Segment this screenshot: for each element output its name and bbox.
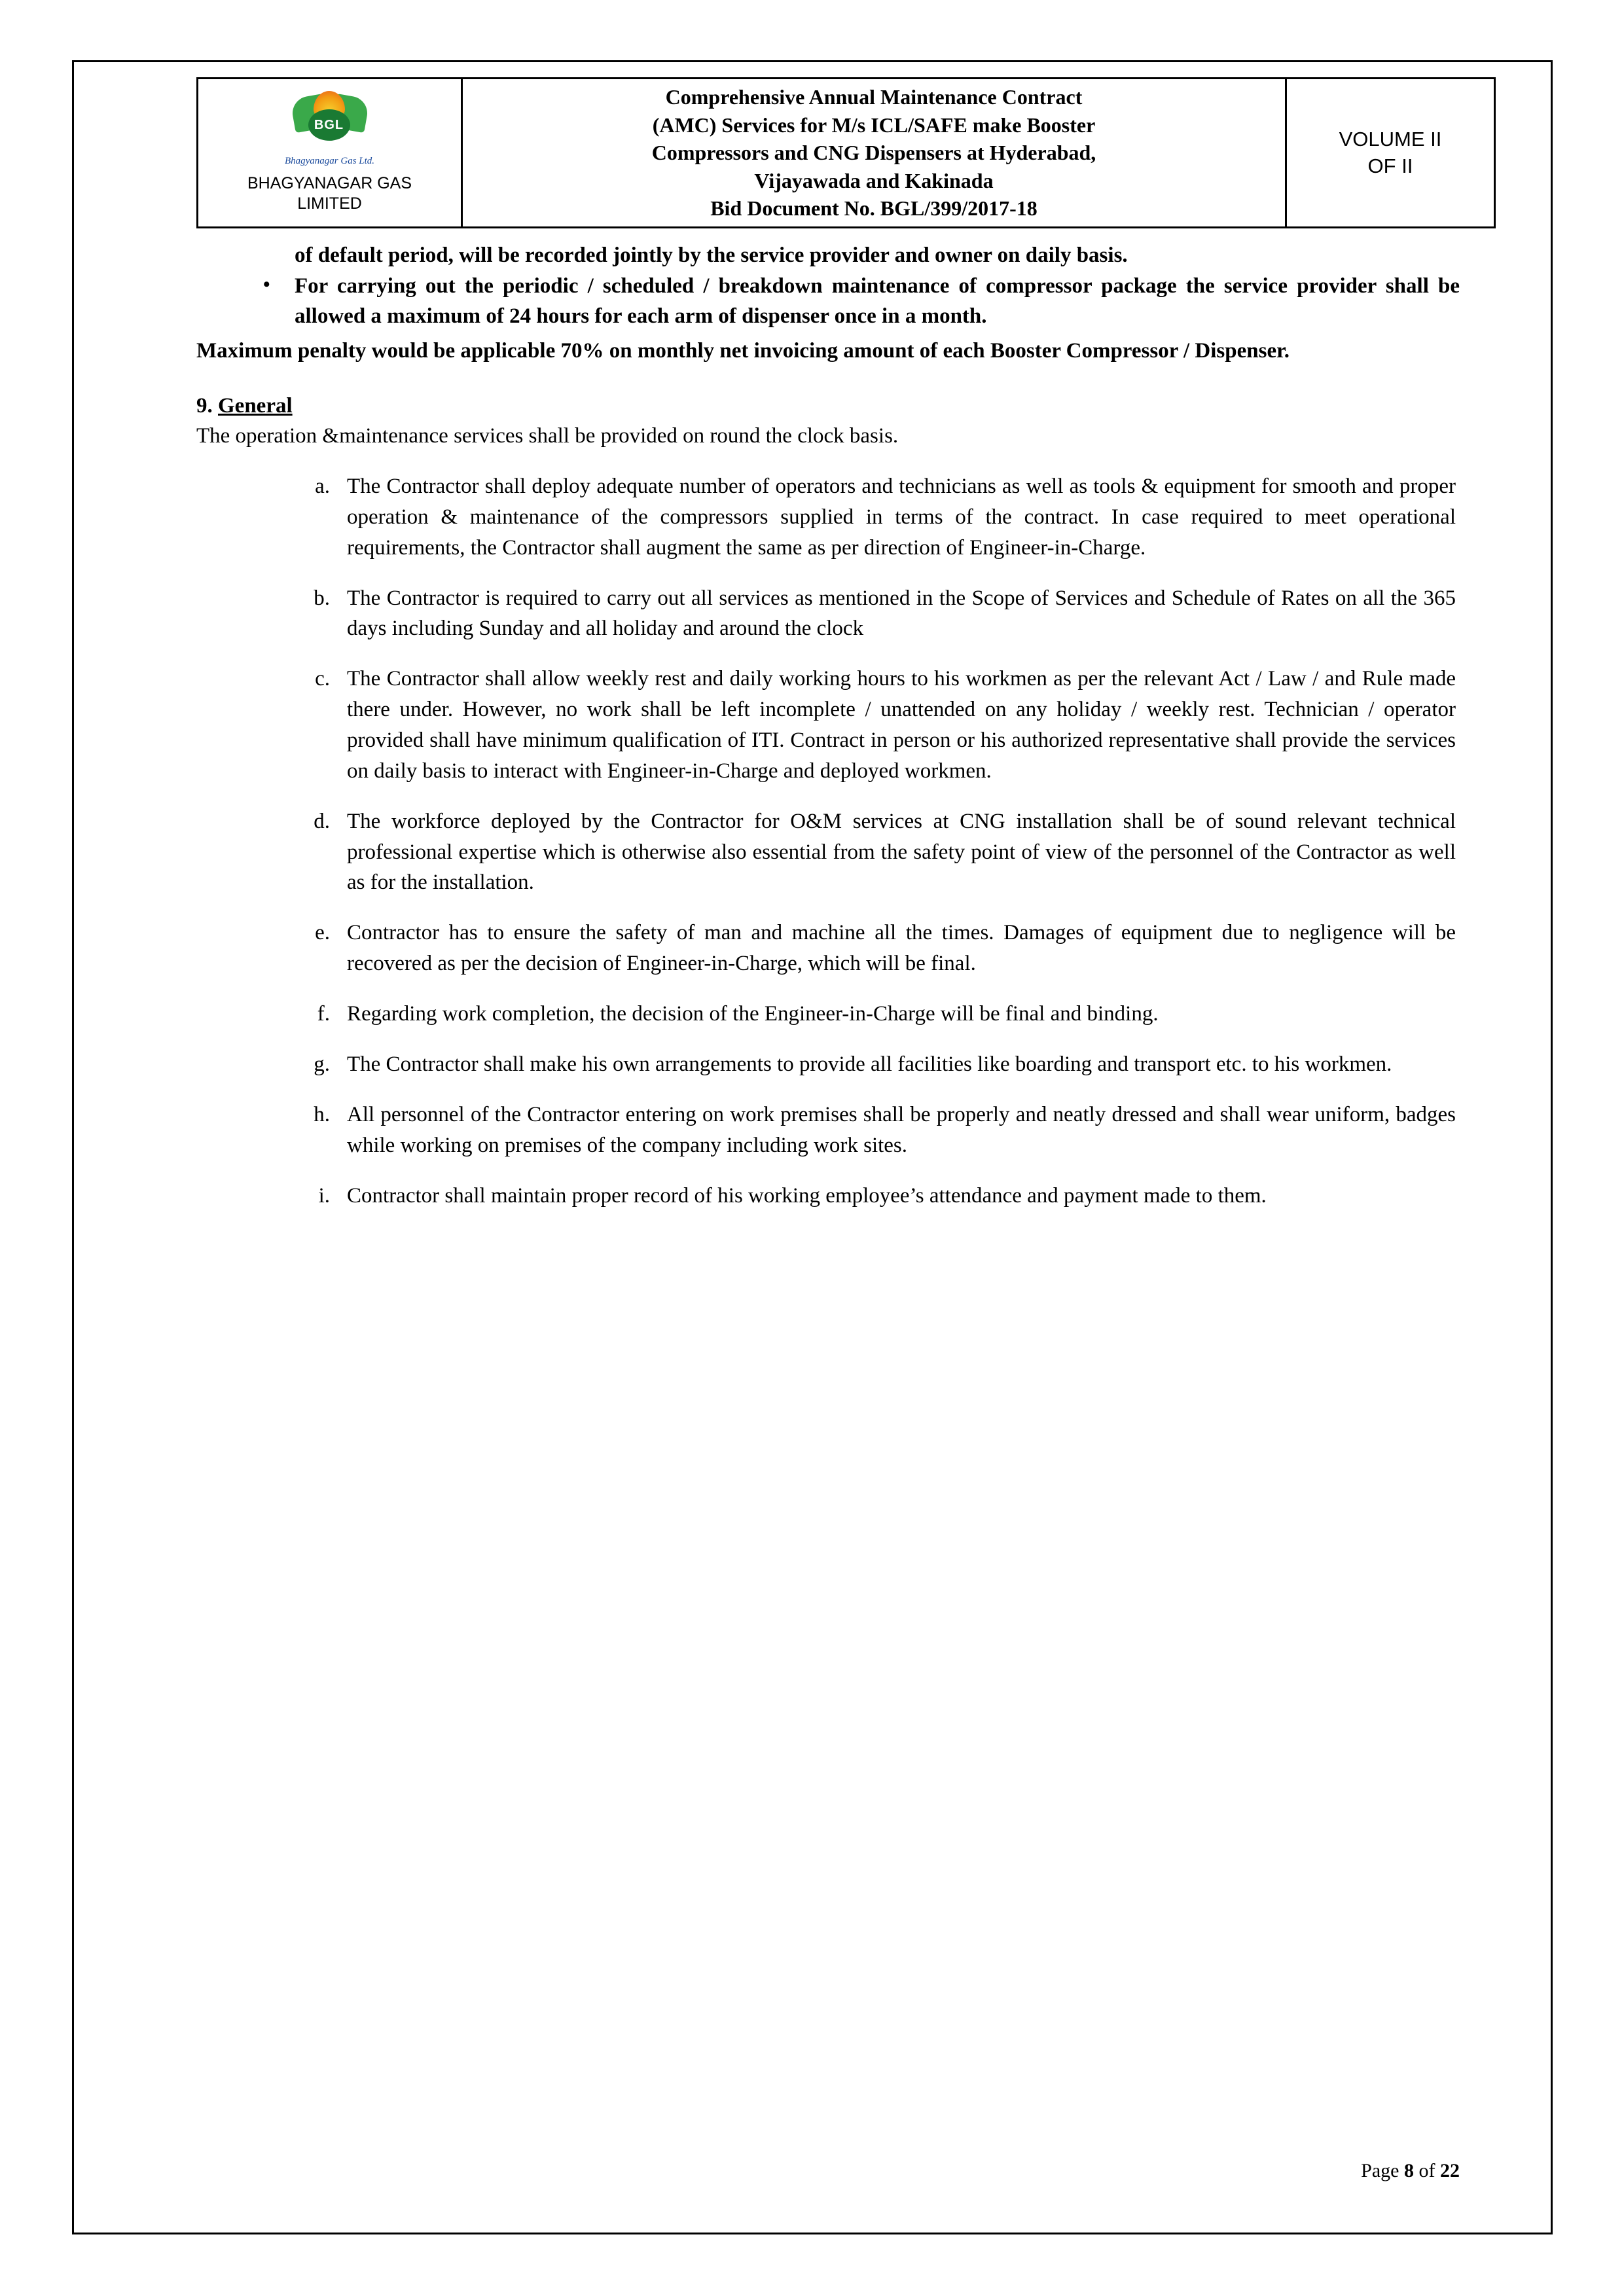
clause-text: The Contractor shall deploy adequate number of operators and technicians as well as tools & equipment for smooth and proper operation & maintenance of the compressors supplied in terms of the contract. In case required to meet operational requirements, the Contractor shall augment the same as per direction of Engineer-in-Charge. (347, 475, 1456, 560)
logo-mark-text: BGL (314, 117, 344, 132)
volume-label (1292, 126, 1489, 181)
bgl-logo-icon (291, 91, 369, 154)
clause-text: The workforce deployed by the Contractor for O&M services at CNG installation shall be of sound relevant technical professional expertise which is otherwise also essential from the safety point of view of the personnel of the Contractor as well as for the installation. (347, 809, 1456, 895)
section-title: General (218, 394, 293, 418)
clause-item-e (315, 918, 1460, 979)
clause-text: Regarding work completion, the decision of the Engineer-in-Charge will be final and binding. (347, 1002, 1159, 1026)
clause-text: Contractor has to ensure the safety of man and machine all the times. Damages of equipment due to negligence will be recovered as per the decision of Engineer-in-Charge, which will be final. (347, 921, 1456, 976)
header-volume-cell (1286, 79, 1495, 228)
document-body (196, 240, 1460, 1211)
clause-marker: c. (315, 667, 330, 691)
clause-item-g (314, 1049, 1460, 1080)
company-name (247, 173, 412, 215)
bullet-list (196, 271, 1460, 332)
continued-paragraph: of default period, will be recorded jointly by the service provider and owner on daily basis. (295, 243, 1128, 267)
logo-caption: Bhagyanagar Gas Ltd. (284, 156, 375, 167)
footer-middle: of (1414, 2160, 1440, 2181)
clause-item-d (314, 806, 1460, 899)
bid-document-number: Bid Document No. BGL/399/2017-18 (710, 196, 1038, 221)
section-intro: The operation &maintenance services shall be provided on round the clock basis. (196, 424, 899, 448)
penalty-paragraph: Maximum penalty would be applicable 70% on monthly net invoicing amount of each Booster Compressor / Dispenser. (196, 339, 1290, 363)
section-heading (196, 394, 1460, 418)
clause-item-f (317, 999, 1460, 1030)
clause-text: The Contractor shall allow weekly rest and daily working hours to his workmen as per the relevant Act / Law / and Rule made there under. However, no work shall be left incomplete / unattended on any holiday / weekly rest. Technician / operator provided shall have minimum qualification of ITI. Contract in person or his authorized representative shall provide the services on daily basis to interact with Engineer-in-Charge and deployed workmen. (347, 667, 1456, 783)
page-content (196, 77, 1460, 1230)
clause-text: All personnel of the Contractor entering on work premises shall be properly and neatly dressed and shall wear uniform, badges while working on premises of the company including work sites. (347, 1102, 1456, 1157)
company-logo (204, 91, 456, 215)
clause-marker: f. (317, 1002, 330, 1026)
clause-text: Contractor shall maintain proper record of his working employee’s attendance and payment made to them. (347, 1183, 1267, 1208)
title-line-3: Compressors and CNG Dispensers at Hyderabad, (651, 141, 1096, 165)
title-line-1: Comprehensive Annual Maintenance Contract (665, 85, 1083, 109)
footer-prefix: Page (1361, 2160, 1404, 2181)
bullet-dot-icon: • (263, 273, 270, 295)
footer-page-number: 8 (1404, 2160, 1414, 2181)
clause-item-c (315, 664, 1460, 786)
clause-item-b (314, 583, 1460, 645)
clause-text: The Contractor is required to carry out all services as mentioned in the Scope of Services and Schedule of Rates on all the 365 days including Sunday and all holiday and around the clock (347, 586, 1456, 641)
company-name-line2: LIMITED (297, 194, 362, 213)
document-title (468, 83, 1280, 223)
section-number: 9. (196, 394, 213, 418)
clause-item-i (318, 1181, 1460, 1211)
clause-marker: a. (315, 475, 330, 499)
clause-marker: b. (314, 586, 330, 610)
header-row (198, 79, 1495, 228)
document-header-table (196, 77, 1496, 228)
volume-line-1: VOLUME II (1339, 127, 1442, 151)
page-footer (1008, 2160, 1460, 2182)
clause-marker: e. (315, 921, 330, 945)
bullet-item-text: For carrying out the periodic / scheduled / breakdown maintenance of compressor package the service provider shall be allowed a maximum of 24 hours for each arm of dispenser once in a month. (295, 274, 1460, 329)
clause-item-a (315, 471, 1460, 564)
title-line-2: (AMC) Services for M/s ICL/SAFE make Booster (652, 113, 1096, 137)
footer-total-pages: 22 (1440, 2160, 1460, 2181)
clause-text: The Contractor shall make his own arrangements to provide all facilities like boarding and transport etc. to his workmen. (347, 1052, 1392, 1076)
clause-marker: h. (314, 1102, 330, 1126)
clause-marker: g. (314, 1052, 330, 1076)
clause-marker: i. (318, 1183, 330, 1208)
clause-item-h (314, 1100, 1460, 1161)
clause-list (196, 471, 1460, 1211)
volume-line-2: OF II (1367, 154, 1413, 178)
bullet-item (263, 271, 1460, 332)
header-title-cell (462, 79, 1286, 228)
company-name-line1: BHAGYANAGAR GAS (247, 174, 412, 193)
title-line-4: Vijayawada and Kakinada (754, 168, 994, 192)
clause-marker: d. (314, 809, 330, 833)
header-logo-cell (198, 79, 462, 228)
